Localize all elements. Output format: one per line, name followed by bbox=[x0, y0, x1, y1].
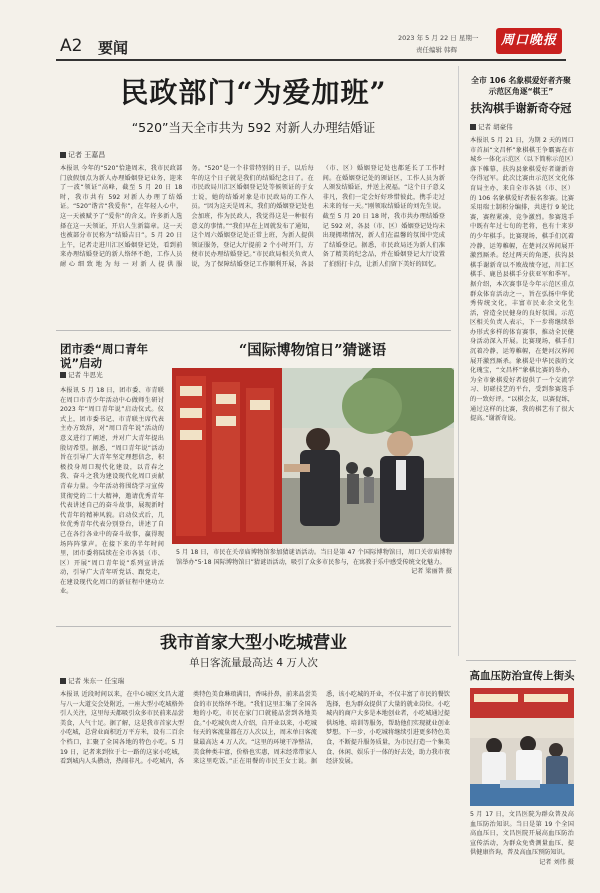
lead-subheadline: “520”当天全市共为 592 对新人办理结婚证 bbox=[131, 120, 376, 135]
health-photo bbox=[470, 688, 574, 806]
column-divider bbox=[458, 66, 459, 656]
photo-credit: 记者 刘伟 摄 bbox=[539, 858, 574, 866]
lead-byline-text: 记者 王嘉昌 bbox=[68, 151, 106, 159]
lead-body: 本报讯 今年的“520”恰逢周末，我市民政部门放假加点为新人办理婚姻登记业务，迎来了一波“领证”高峰，截至 5 月 20 日 18 时，我市共有 592 对新人办理了结婚证。“520”谐音“我爱你”，在年轻人心中，这一天被赋予了“爱你”的含义。许多新人选择在这一天领证，开启人生新篇章。这一天也被部分市民称为“结婚吉日”。5 月 20 日上午，记者走进川汇区婚姻登记处，看到前来办理结婚登记的新人络绎不绝，工作人员耐心细致地为每一对新人提供服务。“520”是一个非常特别的日子，以后每年的这个日子就是我们的结婚纪念日了。在市民政局川汇区婚姻登记处等候领证的于女士说，她的结婚对象是市民政局的工作人员。“因为这天是周末，我们的婚姻登记处也会加班，作为民政人，我觉得这是一种很有意义的事情。”“我们早在上周就发布了通知，这个周六婚姻登记处正常上班，为新人提供领证服务，登记大厅提前 2 个小时开门，方便市民办理结婚登记。”市民政局相关负责人说，为了保障结婚登记工作顺利开展，各县（市、区）婚姻登记处也都延长了工作时间。在婚姻登记处的颁证区，工作人员为新人颁发结婚证，并送上祝福。“这个日子意义非凡，我们一定会好好珍惜彼此，携手走过未来的每一天。”刚领取结婚证的刘先生说。截至 5 月 20 日 18 时，我市共办理结婚登记 592 对，各县（市、区）婚姻登记处均未出现拥堵情况，新人们在温馨的氛围中完成了结婚登记。据悉，市民政局还为新人们准备了精美的纪念品，并在婚姻登记大厅设置了拍照打卡点，让新人们留下美好的回忆。 bbox=[60, 165, 445, 268]
page-number: A2 bbox=[60, 36, 83, 56]
museum-photo bbox=[172, 368, 454, 544]
photo-credit: 记者 梁丽普 摄 bbox=[410, 568, 452, 576]
byline-marker bbox=[60, 152, 66, 158]
snack-headline: 我市首家大型小吃城营业 bbox=[160, 633, 347, 653]
snack-subheadline: 单日客流量最高达 4 万人次 bbox=[189, 657, 318, 669]
health-caption-text: 5 月 17 日，文昌医院为群众普及高血压防治知识。当日是第 19 个全国高血压日，文昌医院开展高血压防治宣传活动，为群众免费测量血压、提供健康咨询，普及高血压预防知识。 bbox=[470, 811, 574, 857]
health-caption bbox=[470, 810, 574, 884]
youth-byline bbox=[60, 370, 103, 380]
chess-body: 本报讯 5 月 21 日，为期 2 天的周口市首届“文昌杯”象棋棋王争霸赛在市城乡一体化示范区（以下简称示范区）落下帷幕，扶沟县象棋爱好者谢新奇夺得冠军。此次比赛由示范区文化体育局主办，来自全市各县（市、区）的 106 名象棋爱好者报名参赛。比赛采用瑞士制积分编排，共进行 9 轮比赛，赛程紧凑，竞争激烈。参赛选手中既有年过七旬的老将，也有十来岁的少年棋手。比赛现场，棋手们沉着冷静，运筹帷幄，在楚河汉界间展开激烈厮杀。经过两天的角逐，扶沟县棋手谢新奇以不败战绩夺冠，川汇区棋手、鹿邑县棋手分获亚军和季军。据介绍，本次赛事是今年示范区重点群众体育活动之一，旨在弘扬中华优秀传统文化，丰富市民业余文化生活，营造全民健身的良好氛围。示范区相关负责人表示，下一步将继续举办形式多样的体育赛事，推动全民健身活动深入开展。比赛现场，棋手们沉着冷静，运筹帷幄，在楚河汉界间展开激烈厮杀。象棋是中华民族的文化瑰宝，“文昌杯”象棋比赛的举办，为全市象棋爱好者提供了一个交流学习、切磋技艺的平台，受到参赛选手的一致好评。“以棋会友，以赛促练，通过这样的比赛，我的棋艺有了很大提高。”谢新奇说。 bbox=[470, 137, 574, 423]
lead-byline bbox=[60, 150, 105, 160]
chess-kicker: 全市 106 名象棋爱好者齐聚示范区角逐“棋王” bbox=[471, 76, 571, 96]
byline-marker bbox=[60, 372, 66, 378]
health-feature bbox=[466, 664, 578, 886]
masthead-logo bbox=[496, 28, 562, 54]
museum-headline: “国际博物馆日”猜谜语 bbox=[238, 342, 387, 359]
snack-byline-text: 记者 朱东一 任宝瑞 bbox=[68, 677, 125, 685]
health-headline: 高血压防治宣传上街头 bbox=[469, 670, 575, 682]
youth-body: 本报讯 5 月 18 日，团市委、市青联在周口市青少年活动中心做师生研讨 2023 年“周口青年说”启动仪式。仪式上，团市委书记、市青联主席代表主办方致辞，对“周口青年说”活动的意义进行了阐述，并对广大青年提出殷切希望。据悉，“周口青年说”活动旨在引导广大青年坚定理想信念，积极投身周口现代化建设，以青春之我、奋斗之我为建设现代化周口贡献青春力量。今年活动将围绕学习宣传贯彻党的二十大精神，邀请优秀青年代表讲述自己的奋斗故事，展现新时代青年的精神风貌。启动仪式后，几位优秀青年代表分别登台，讲述了自己在各行各业中的奋斗故事，赢得现场阵阵掌声。在接下来的半年时间里，团市委将陆续在全市各县（市、区）开展“周口青年说”系列宣讲活动，引导广大青年听党话、跟党走，在建设现代化周口的新征程中建功立业。 bbox=[60, 387, 164, 596]
snack-byline bbox=[60, 676, 124, 686]
chess-headline: 扶沟棋手谢新奇夺冠 bbox=[470, 102, 572, 115]
chess-byline-text: 记者 胡豪伟 bbox=[478, 123, 513, 131]
museum-caption bbox=[176, 548, 452, 596]
byline-marker bbox=[60, 678, 66, 684]
chess-story bbox=[466, 64, 576, 656]
section-divider bbox=[466, 660, 576, 661]
youth-story bbox=[56, 334, 166, 624]
lead-headline: 民政部门“为爱加班” bbox=[120, 76, 387, 109]
byline-marker bbox=[470, 124, 476, 130]
museum-feature bbox=[170, 334, 455, 624]
editor-credit: 责任编辑 韩辉 bbox=[416, 46, 458, 54]
header-rule bbox=[56, 59, 566, 61]
museum-caption-text: 5 月 18 日，市民在关帝庙博物馆参加猜谜语活动。当日是第 47 个国际博物馆日，周口关帝庙博物馆举办“5·18 国际博物馆日”猜谜语活动，吸引了众多市民参与，在寓教于乐中感受传统文化魅力。 bbox=[176, 549, 452, 566]
section-divider bbox=[56, 626, 451, 627]
issue-date: 2023 年 5 月 22 日 星期一 bbox=[398, 34, 479, 42]
section-divider bbox=[56, 330, 451, 331]
snack-story bbox=[56, 628, 454, 883]
masthead-logo-text: 周口晚报 bbox=[500, 33, 557, 48]
section-label: 要闻 bbox=[98, 39, 129, 57]
page-header bbox=[0, 0, 600, 62]
youth-headline: 团市委“周口青年说”启动 bbox=[60, 342, 149, 370]
chess-byline bbox=[470, 122, 513, 132]
lead-story bbox=[56, 64, 451, 326]
youth-byline-text: 记者 牛思光 bbox=[68, 371, 103, 379]
snack-body: 本报讯 近段时间以来，在中心城区文昌大道与八一大道交会处附近，一座大型小吃城格外引人关注，这里每天都吸引众多市民前来品尝美食，人气十足。据了解，这是我市首家大型小吃城，总营业面积近万平方米，设有二百余个档口，汇聚了全国各地的特色小吃。5 月 19 日，记者来到位于七一路的这家小吃城，看到城内人头攒动，热闹非凡。小吃城内，各类特色美食琳琅满目，香味扑鼻，前来品尝美食的市民络绎不绝。“我们这里汇集了全国各地的小吃，市民在家门口就能品尝到各地美食。”小吃城负责人介绍，自开业以来，小吃城每天的客流量都在万人次以上，周末单日客流量最高达 4 万人次。“这里的环境干净整洁，美食种类丰富，价格也实惠，周末经常带家人来这里吃饭。”正在用餐的市民王女士说。据悉，该小吃城的开业，不仅丰富了市民的餐饮选择，也为群众提供了大量的就业岗位。小吃城内的商户大多是本地创业者，小吃城通过提供场地、培训等服务，帮助他们实现就业创业梦想。下一步，小吃城将继续引进更多特色美食，不断提升服务质量，为市民打造一个集美食、休闲、娱乐于一体的好去处，助力我市夜经济发展。 bbox=[60, 691, 450, 766]
